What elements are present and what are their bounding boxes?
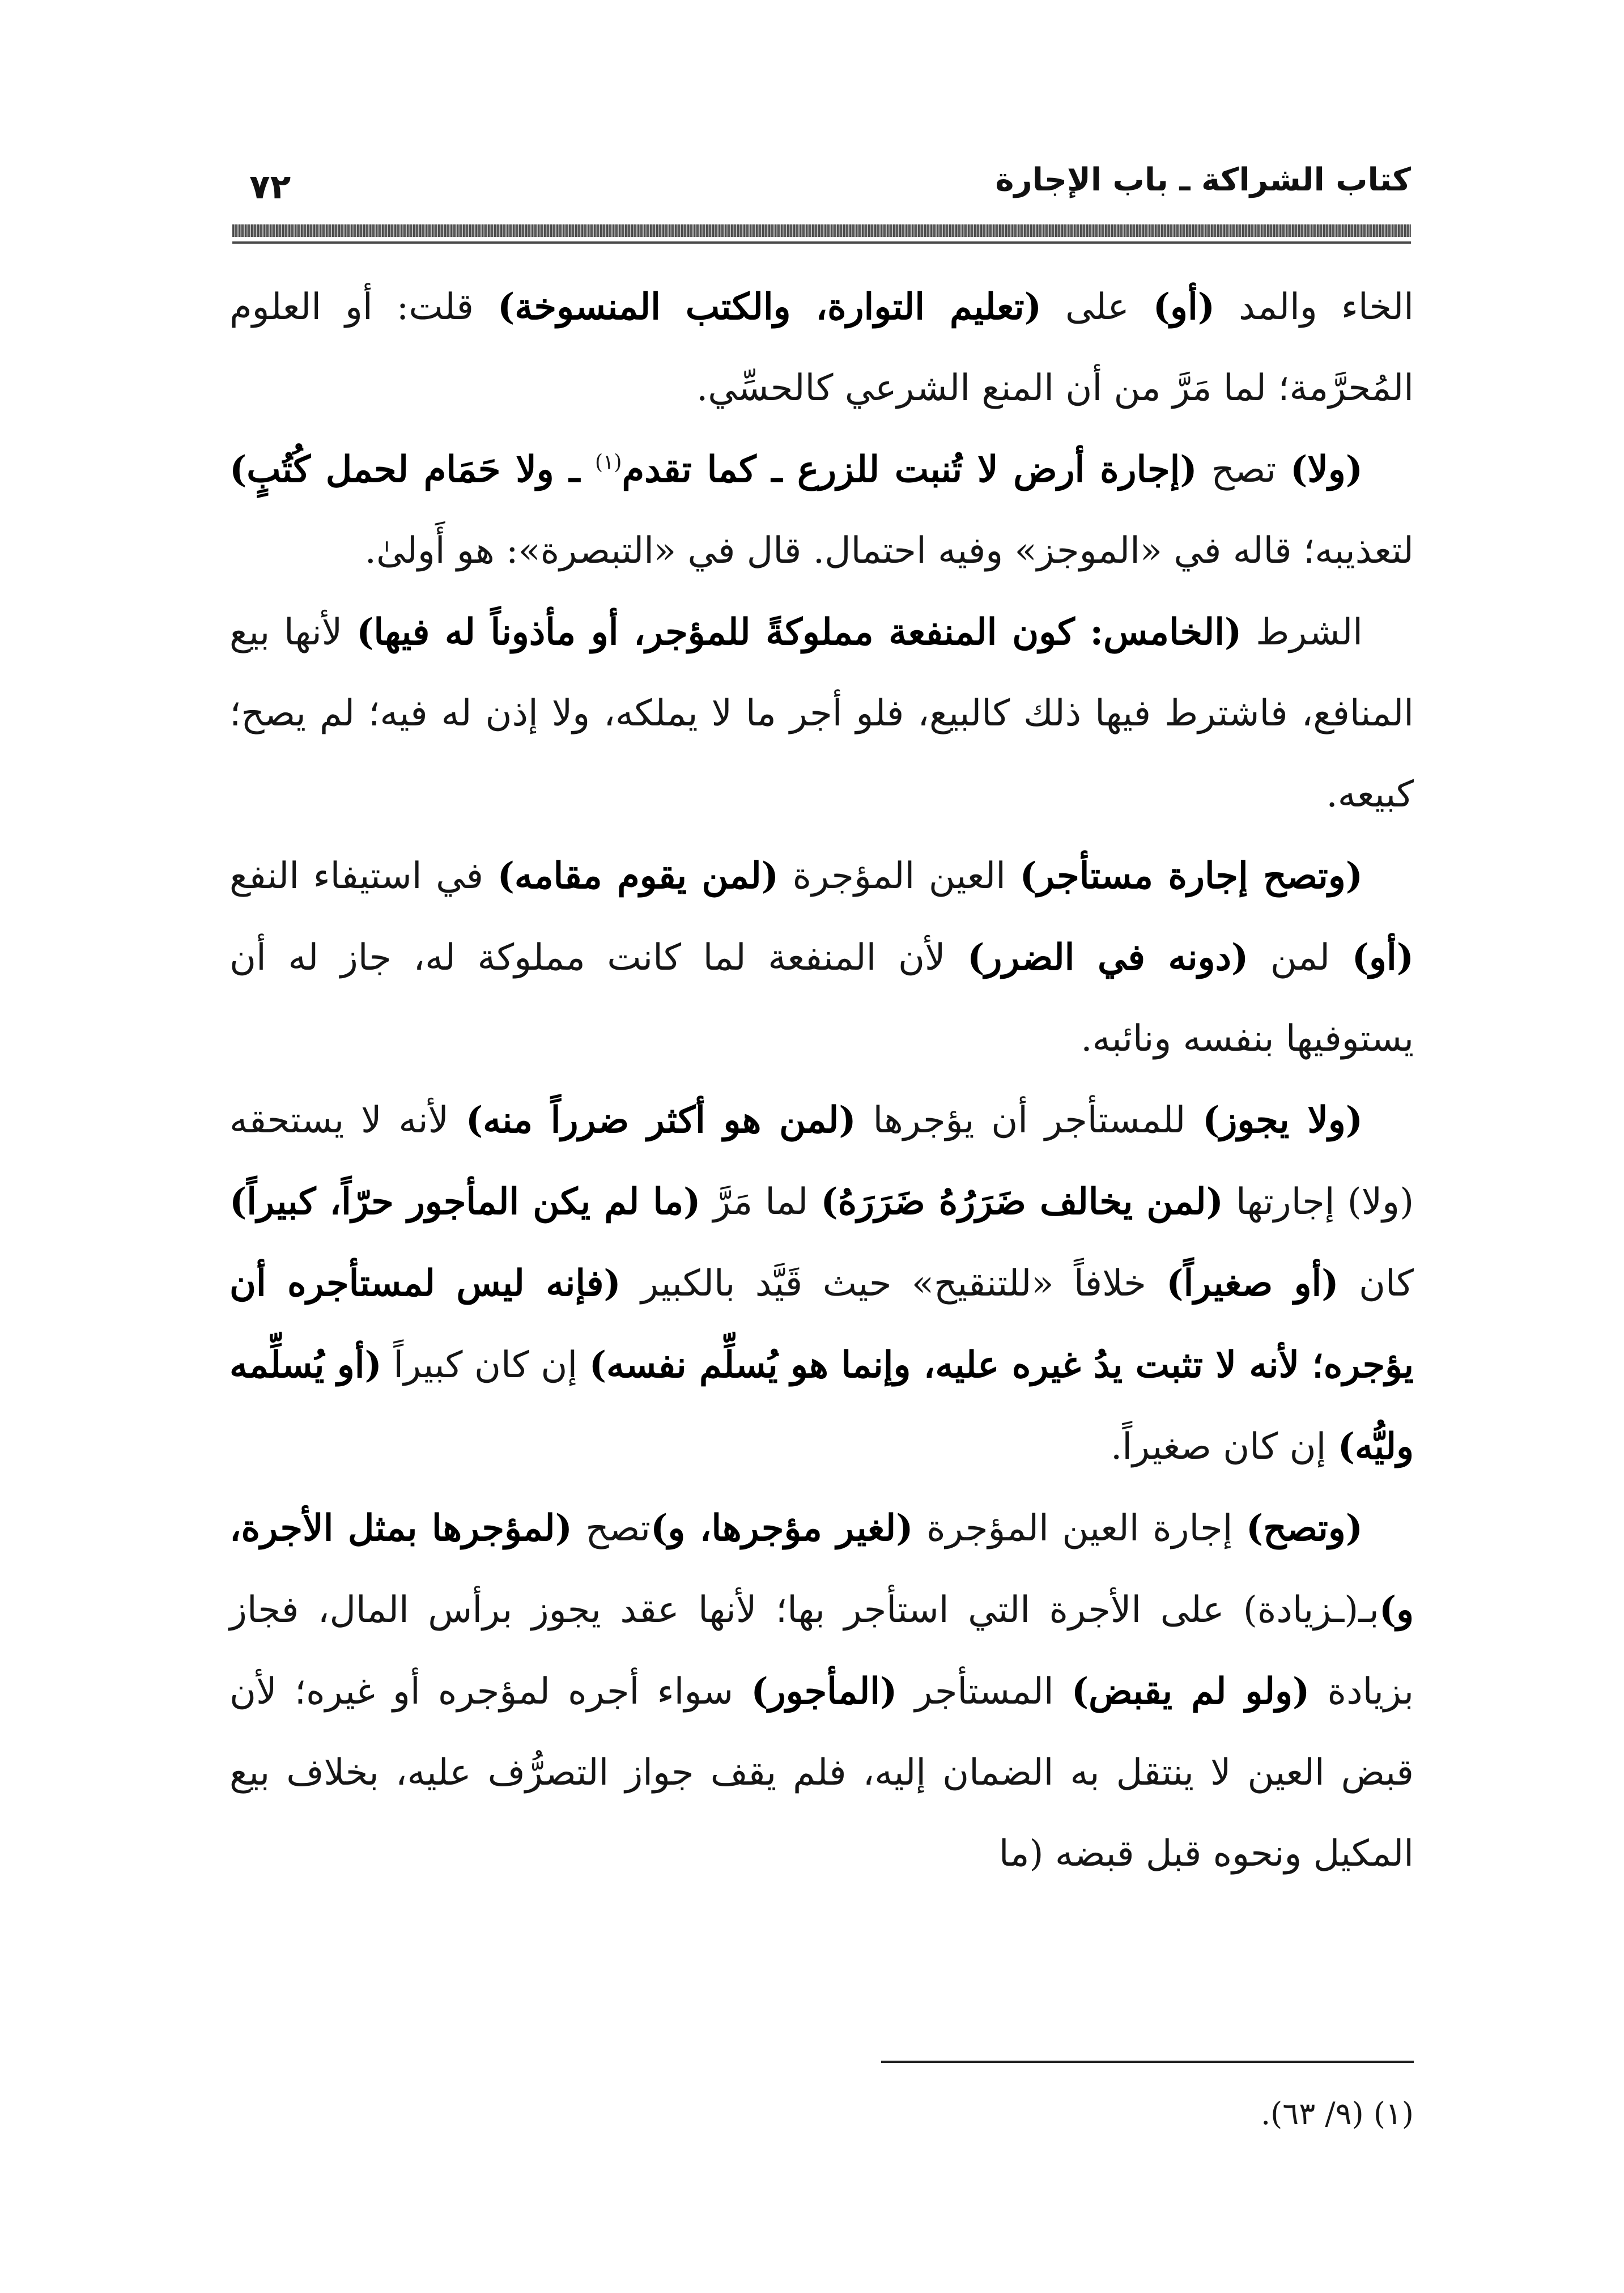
bold-run: ـ ولا حَمَام لحمل كُتُبٍ) xyxy=(229,448,596,491)
text-run: إجارتها xyxy=(1223,1181,1347,1223)
text-run: الشرط xyxy=(1242,612,1363,653)
bold-run: (الخامس: كون المنفعة مملوكةً للمؤجر، أو مأذوناً له فيها) xyxy=(356,611,1242,653)
text-run: قلت: أو العلوم المُحرَّمة؛ لما مَرَّ من أن المنع الشرعي كالحسِّي. xyxy=(229,286,1414,409)
footnote-rule xyxy=(881,2061,1414,2063)
bold-run: (دونه في الضرر) xyxy=(967,936,1249,979)
header-rule xyxy=(232,224,1411,237)
text-run: خلافاً «للتنقيح» حيث قَيَّد بالكبير xyxy=(620,1263,1167,1305)
bold-run: (ولا) xyxy=(1290,448,1363,491)
paragraph xyxy=(229,1488,1414,1895)
bold-run: (وتصح إجارة مستأجر) xyxy=(1019,855,1363,897)
bold-run: (ما لم يكن المأجور حرّاً، كبيراً) xyxy=(229,1181,701,1223)
bold-run: (لمن هو أكثر ضرراً منه) xyxy=(465,1099,856,1141)
text-run: تصح xyxy=(1197,449,1291,491)
text-run: للمستأجر أن يؤجرها xyxy=(856,1099,1203,1141)
text-run: لمن xyxy=(1248,937,1352,979)
text-run: في استيفاء النفع xyxy=(229,855,498,897)
text-run: على xyxy=(1041,286,1153,328)
text-run: إن كان صغيراً. xyxy=(1110,1426,1338,1468)
text-run: المستأجر xyxy=(897,1671,1072,1713)
text-run: (ولا) xyxy=(1347,1181,1414,1223)
bold-run: (ولو لم يقبض) xyxy=(1071,1670,1310,1713)
bold-run: (وتصح) xyxy=(1245,1507,1363,1549)
bold-run: (أو يُسلِّمه وليُّه) xyxy=(229,1344,1414,1468)
text-run: لتعذيبه؛ قاله في «الموجز» وفيه احتمال. قال في «التبصرة»: هو أَولىٰ. xyxy=(364,530,1414,572)
bold-run: (لغير مؤجرها، و) xyxy=(651,1507,913,1549)
running-header xyxy=(232,152,1411,214)
bold-run: (فإنه ليس لمستأجره أن يؤجره؛ لأنه لا تثبت يدُ غيره عليه، وإنما هو يُسلِّم نفسه) xyxy=(229,1262,1414,1386)
paragraph xyxy=(229,1080,1414,1488)
bold-run: (ولا يجوز) xyxy=(1202,1099,1363,1141)
bold-run: (أو) xyxy=(1351,936,1414,979)
bold-run: (إجارة أرض لا تُنبت للزرع ـ كما تقدم xyxy=(622,448,1197,491)
running-header-title: كتاب الشراكة ـ باب الإجارة xyxy=(995,162,1411,198)
text-run: كان xyxy=(1338,1263,1414,1305)
text-run: (ـزيادة) xyxy=(1243,1589,1359,1631)
bold-run: (لمؤجرها بمثل الأجرة، و) xyxy=(229,1507,1414,1631)
text-run: تصح xyxy=(572,1508,651,1549)
paragraph xyxy=(229,835,1414,1080)
text-run: على الأجرة التي استأجر بها؛ لأنها عقد يجوز برأس المال، فجاز بزيادة xyxy=(229,1589,1414,1713)
text-run: العين المؤجرة xyxy=(779,855,1020,897)
bold-run: (المأجور) xyxy=(751,1670,898,1713)
text-run: إجارة العين المؤجرة xyxy=(913,1508,1246,1549)
text-run: إن كان كبيراً xyxy=(381,1344,589,1386)
paragraph xyxy=(229,429,1414,592)
text-run: لأنها بيع المنافع، فاشترط فيها ذلك كالبيع، فلو أجر ما لا يملكه، ولا إذن له فيه؛ لم يصح؛ كبيعه. xyxy=(229,612,1414,816)
body-text xyxy=(229,266,1414,1895)
text-run: لما مَرَّ xyxy=(700,1181,821,1223)
bold-run: (تعليم التوارة، والكتب المنسوخة) xyxy=(497,286,1041,328)
bold-run: (أو) xyxy=(1153,286,1215,328)
bold-run: (أو صغيراً) xyxy=(1166,1262,1339,1305)
bold-run: (لمن يخالف ضَرَرُهُ ضَرَرَهُ) xyxy=(820,1181,1223,1223)
paragraph xyxy=(229,266,1414,429)
header-rule-thin xyxy=(232,241,1411,244)
page-number: ٧٢ xyxy=(249,167,291,207)
bold-run: (لمن يقوم مقامه) xyxy=(497,855,779,897)
text-run: لأنه لا يستحقه xyxy=(229,1099,466,1141)
footnote: (١) (٩/ ٦٣). xyxy=(1260,2096,1414,2131)
text-run: الخاء والمد xyxy=(1215,286,1414,328)
text-run: سواء أجره لمؤجره أو غيره؛ لأن قبض العين لا ينتقل به الضمان إليه، فلم يقف جواز التصرُّف عليه، بخلاف بيع المكيل ونحوه قبل قبضه (ما xyxy=(229,1671,1414,1875)
text-run: بـ xyxy=(1358,1589,1379,1631)
text-run: لأن المنفعة لما كانت مملوكة له، جاز له أن يستوفيها بنفسه ونائبه. xyxy=(229,937,1414,1060)
paragraph xyxy=(229,592,1414,835)
footnote-marker: (١) xyxy=(595,451,622,474)
